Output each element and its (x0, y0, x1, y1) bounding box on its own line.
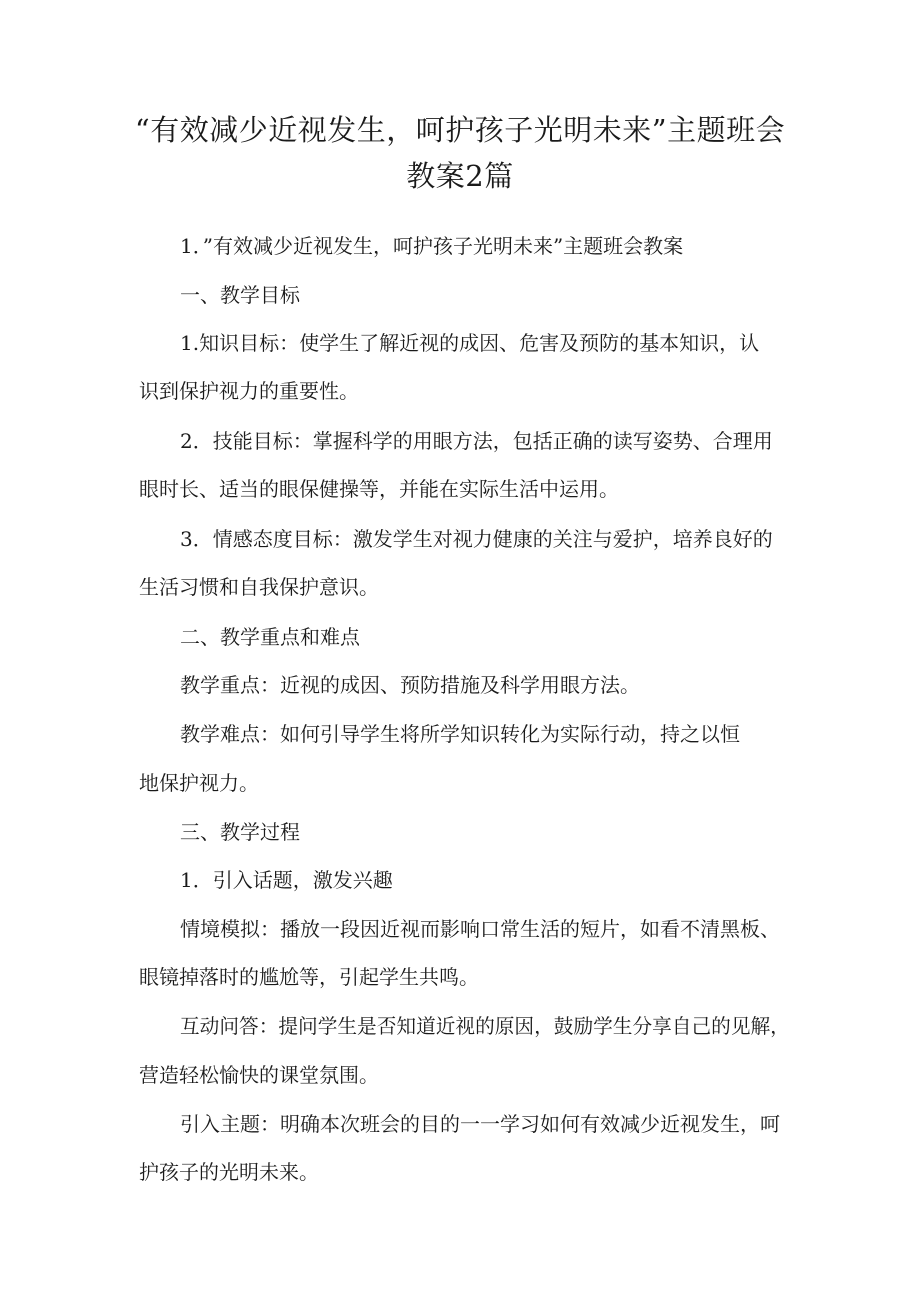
document-title-line-1: “有效减少近视发生，呵护孩子光明未来”主题班会 (134, 113, 786, 147)
paragraph-line: 营造轻松愉快的课堂氛围。 (139, 1063, 379, 1087)
document-title-line-2: 教案2篇 (406, 159, 514, 193)
paragraph-line: 互动问答：提问学生是否知道近视的原因，鼓励学生分享自己的见解， (180, 1015, 790, 1038)
paragraph-line: 教学难点：如何引导学生将所学知识转化为实际行动，持之以恒 (180, 722, 740, 746)
paragraph-line: 地保护视力。 (139, 771, 259, 795)
paragraph-line: 引入主题：明确本次班会的目的一一学习如何有效减少近视发生，呵 (180, 1112, 780, 1136)
section-heading-process: 三、教学过程 (180, 820, 300, 844)
paragraph-line: 识到保护视力的重要性。 (139, 379, 359, 403)
paragraph-line: 眼镜掉落时的尴尬等，引起学生共鸣。 (139, 965, 479, 989)
paragraph-line: 情境模拟：播放一段因近视而影响口常生活的短片，如看不清黑板、 (180, 917, 780, 941)
subsection-heading-intro: 1．引入话题，激发兴趣 (180, 868, 393, 892)
paragraph-line: 护孩子的光明未来。 (139, 1160, 319, 1184)
section-heading-objectives: 一、教学目标 (180, 283, 300, 307)
paragraph-line: 教学重点：近视的成因、预防措施及科学用眼方法。 (180, 673, 640, 697)
paragraph-line: 眼时长、适当的眼保健操等，并能在实际生活中运用。 (139, 477, 619, 501)
paragraph-line: 生活习惯和自我保护意识。 (139, 575, 379, 599)
paragraph-line: 3．情感态度目标：激发学生对视力健康的关注与爱护，培养良好的 (180, 527, 773, 551)
section-heading-key-points: 二、教学重点和难点 (180, 625, 360, 649)
section-heading-lesson-plan: 1．”有效减少近视发生，呵护孩子光明未来”主题班会教案 (180, 234, 684, 258)
paragraph-line: 1.知识目标：使学生了解近视的成因、危害及预防的基本知识，认 (180, 331, 760, 355)
paragraph-line: 2．技能目标：掌握科学的用眼方法，包括正确的读写姿势、合理用 (180, 429, 773, 453)
